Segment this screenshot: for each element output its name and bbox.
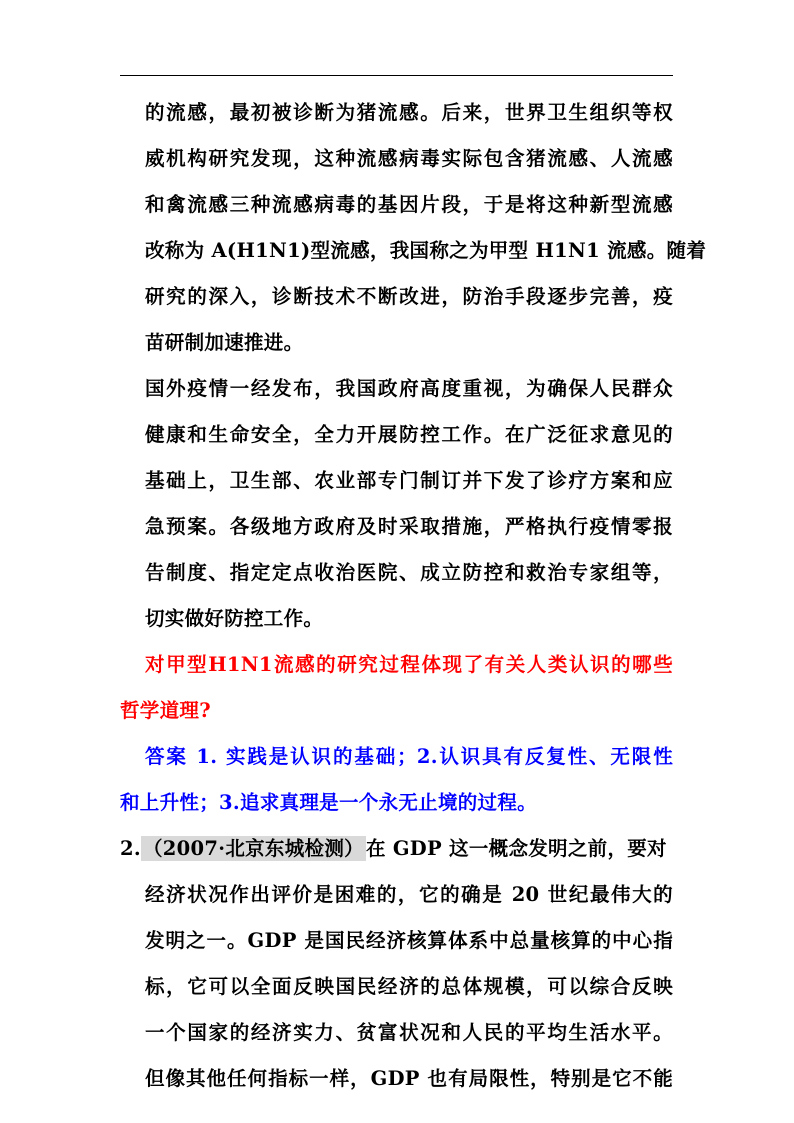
para1-line-5: 研究的深入，诊断技术不断改进，防治手段逐步完善，疫 <box>145 285 673 308</box>
para2-line-2: 健康和生命安全，全力开展防控工作。在广泛征求意见的 <box>145 423 673 446</box>
question-line-1: 对甲型H1N1流感的研究过程体现了有关人类认识的哪些 <box>145 653 673 676</box>
para2-line-5: 告制度、指定定点收治医院、成立防控和救治专家组等， <box>145 561 673 584</box>
para2-line-3: 基础上，卫生部、农业部专门制订并下发了诊疗方案和应 <box>145 469 673 492</box>
para1-line-1: 的流感，最初被诊断为猪流感。后来，世界卫生组织等权 <box>145 101 673 124</box>
item2-number: 2. <box>120 837 141 860</box>
item2-line-6: 但像其他任何指标一样，GDP 也有局限性，特别是它不能 <box>145 1067 673 1090</box>
para1-line-2: 威机构研究发现，这种流感病毒实际包含猪流感、人流感 <box>145 147 673 170</box>
para1-line-4: 改称为 A(H1N1)型流感，我国称之为甲型 H1N1 流感。随着 <box>145 239 707 262</box>
para2-line-1: 国外疫情一经发布，我国政府高度重视，为确保人民群众 <box>145 377 673 400</box>
item2-line-3: 发明之一。GDP 是国民经济核算体系中总量核算的中心指 <box>145 929 673 952</box>
item2-source-tag: （2007·北京东城检测） <box>142 837 364 860</box>
item2-line-5: 一个国家的经济实力、贫富状况和人民的平均生活水平。 <box>145 1021 673 1044</box>
header-rule <box>120 75 673 76</box>
item2-first-line-rest: 在 GDP 这一概念发明之前，要对 <box>365 837 667 860</box>
answer-line-2: 和上升性；3.追求真理是一个永无止境的过程。 <box>120 791 537 814</box>
item2-first-line <box>120 837 673 861</box>
item2-line-2: 经济状况作出评价是困难的，它的确是 20 世纪最伟大的 <box>145 883 673 906</box>
question-line-2: 哲学道理? <box>120 699 211 722</box>
para2-line-4: 急预案。各级地方政府及时采取措施，严格执行疫情零报 <box>145 515 673 538</box>
item2-line-4: 标，它可以全面反映国民经济的总体规模，可以综合反映 <box>145 975 673 998</box>
answer-line-1: 答案 1. 实践是认识的基础；2.认识具有反复性、无限性 <box>145 745 673 768</box>
para1-line-3: 和禽流感三种流感病毒的基因片段，于是将这种新型流感 <box>145 193 673 216</box>
para1-line-6: 苗研制加速推进。 <box>145 331 304 354</box>
para2-line-6: 切实做好防控工作。 <box>145 607 324 630</box>
